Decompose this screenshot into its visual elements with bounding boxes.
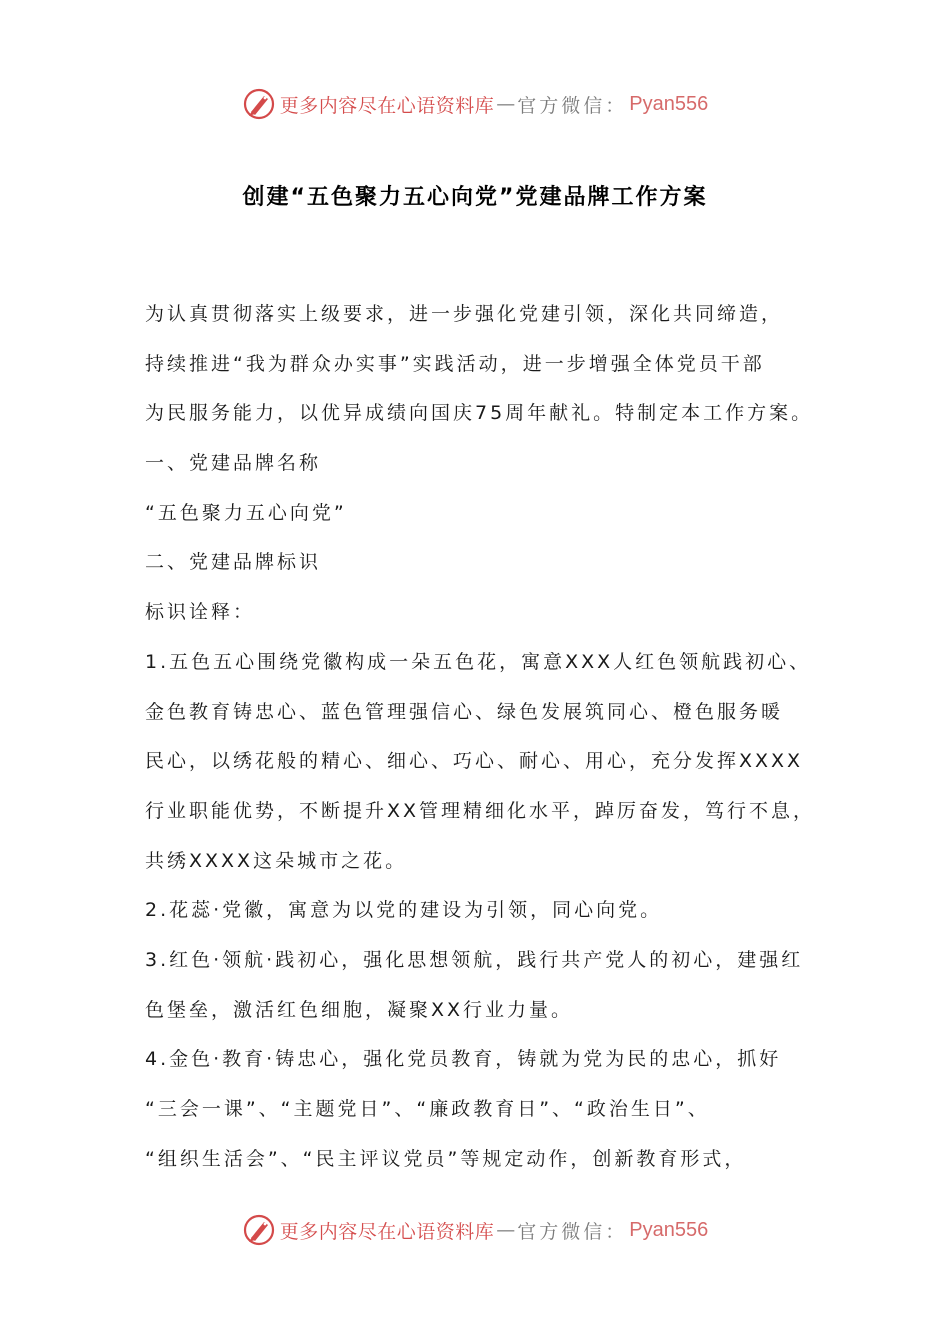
pen-logo-icon [242,87,276,121]
brand-name: “五色聚力五心向党” [145,501,347,524]
body-line: 持续推进“我为群众办实事”实践活动，进一步增强全体党员干部 [145,352,765,375]
banner-wechat-label: 官方微信： [517,94,628,117]
footer-banner [0,1208,950,1252]
body-line: “三会一课”、“主题党日”、“廉政教育日”、“政治生日”、 [145,1098,710,1120]
body-line: 民心，以绣花般的精心、细心、巧心、耐心、用心，充分发挥XXXX [145,750,804,773]
body-line: 共绣XXXX这朵城市之花。 [145,849,408,872]
body-line: 金色教育铸忠心、蓝色管理强信心、绿色发展筑同心、橙色服务暖 [145,700,784,723]
banner-site-text: 更多内容尽在心语资料库 [279,94,495,117]
section-heading: 一、党建品牌名称 [145,452,322,475]
body-line: 色堡垒，激活红色细胞，凝聚XX行业力量。 [145,998,574,1021]
banner-site-text: 更多内容尽在心语资料库 [279,1220,495,1243]
body-line: 4.金色·教育·铸忠心，强化党员教育，铸就为党为民的忠心，抓好 [145,1048,782,1071]
document-title: 创建“五色聚力五心向党”党建品牌工作方案 [242,185,708,210]
body-line: 3.红色·领航·践初心，强化思想领航，践行共产党人的初心，建强红 [145,948,804,971]
banner-dash: — [496,93,516,115]
banner-wechat-label: 官方微信： [517,1220,628,1243]
banner-dash: — [496,1219,516,1241]
pen-logo-icon [242,1213,276,1247]
body-line: 为民服务能力，以优异成绩向国庆75周年献礼。特制定本工作方案。 [145,402,814,425]
body-line: 1.五色五心围绕党徽构成一朵五色花，寓意XXX人红色领航践初心、 [145,650,812,673]
document-body [145,290,835,1184]
section-heading: 二、党建品牌标识 [145,551,322,574]
body-line: “组织生活会”、“民主评议党员”等规定动作，创新教育形式， [145,1147,747,1170]
body-line: 标识诠释： [145,601,256,624]
body-line: 为认真贯彻落实上级要求，进一步强化党建引领，深化共同缔造， [145,303,784,325]
banner-wechat-id: Pyan556 [629,92,709,115]
header-banner [0,82,950,126]
banner-wechat-id: Pyan556 [629,1218,709,1241]
body-line: 行业职能优势，不断提升XX管理精细化水平，踔厉奋发，笃行不息， [145,799,816,822]
body-line: 2.花蕊·党徽，寓意为以党的建设为引领，同心向党。 [145,899,663,922]
